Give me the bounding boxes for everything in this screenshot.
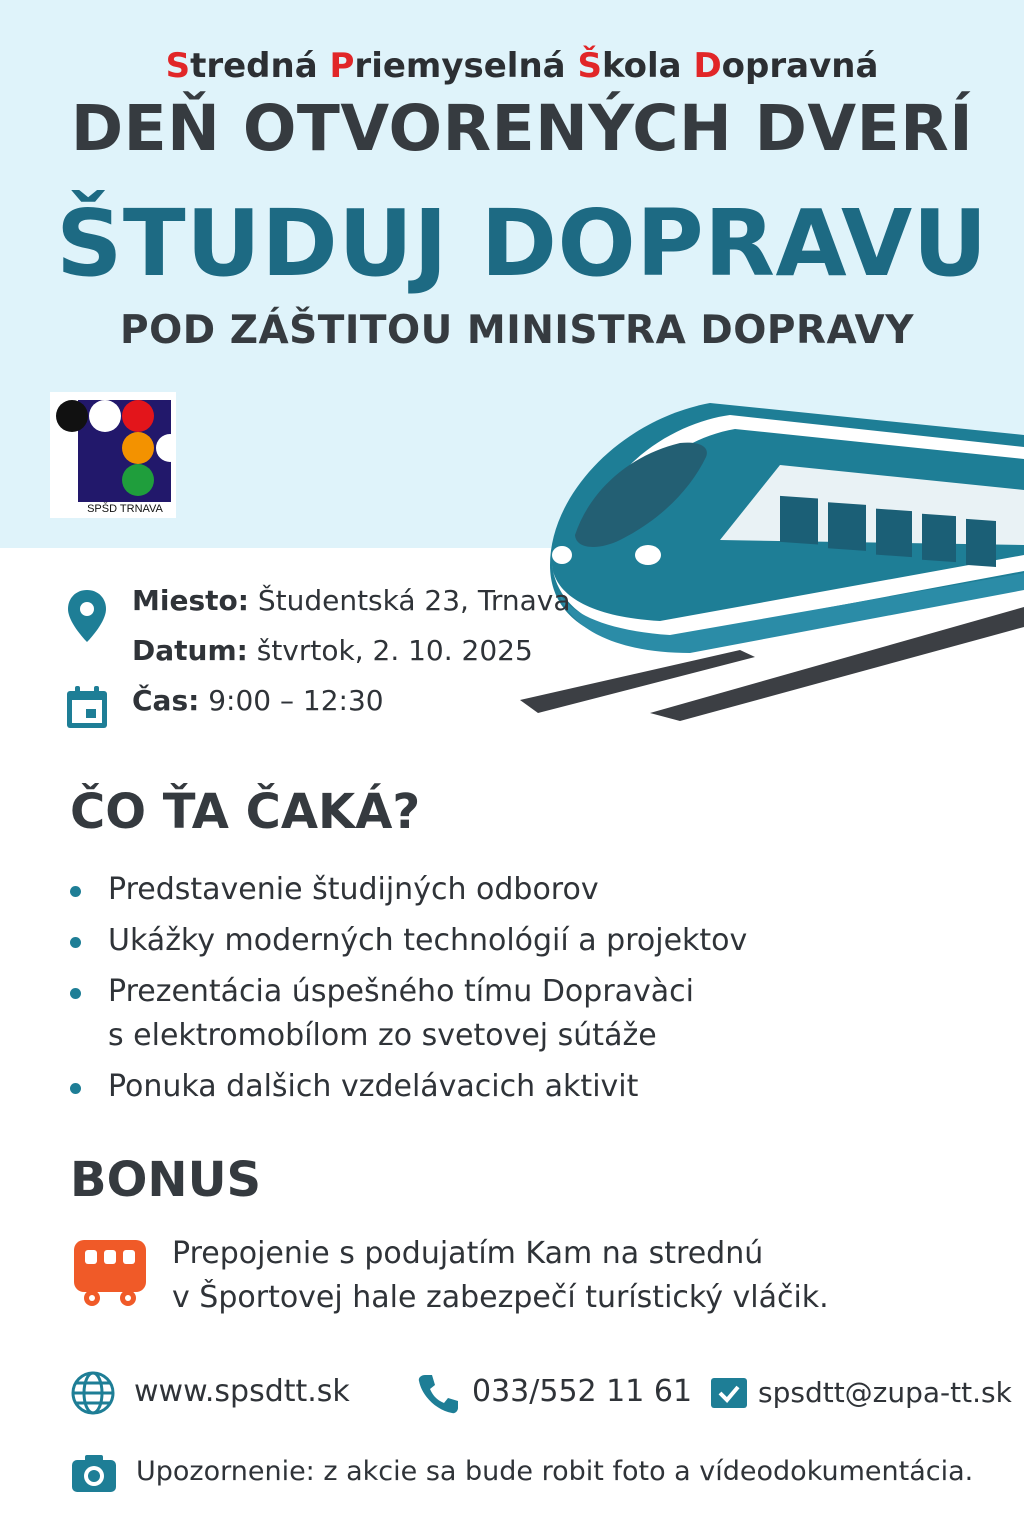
- list-item: Ukážky moderných technológií a projektov: [70, 919, 970, 963]
- bonus-text: [172, 1232, 992, 1320]
- bullet-dot-icon: [70, 886, 81, 897]
- high-speed-train-icon: [510, 395, 1024, 725]
- date-value: štvrtok, 2. 10. 2025: [247, 634, 533, 667]
- bullet-dot-icon: [70, 988, 81, 999]
- traffic-light-logo-icon: [50, 392, 176, 518]
- train-wagon-icon: [72, 1234, 148, 1310]
- time-row: [132, 684, 384, 717]
- phone-number[interactable]: 033/552 11 61: [472, 1374, 693, 1409]
- time-value: 9:00 – 12:30: [199, 684, 384, 717]
- date-label: Datum:: [132, 634, 248, 667]
- main-slogan: ŠTUDUJ DOPRAVU: [56, 190, 988, 297]
- bullet-dot-icon: [70, 937, 81, 948]
- bonus-line-2: v Športovej hale zabezpečí turístický vláčik.: [172, 1280, 829, 1315]
- website-link[interactable]: www.spsdtt.sk: [134, 1374, 350, 1409]
- train-illustration: [510, 395, 1024, 725]
- place-value: Študentská 23, Trnava: [248, 584, 571, 617]
- mail-check-icon: [710, 1376, 748, 1410]
- logo-caption: SPŠD TRNAVA: [87, 503, 163, 515]
- program-list: [70, 868, 970, 1116]
- map-pin-icon: [66, 588, 108, 644]
- patronage-subtitle: POD ZÁŠTITOU MINISTRA DOPRAVY: [120, 308, 914, 353]
- place-label: Miesto:: [132, 584, 249, 617]
- photo-notice: Upozornenie: z akcie sa bude robit foto a vídeodokumentácia.: [136, 1456, 974, 1487]
- bullet-dot-icon: [70, 1083, 81, 1094]
- what-awaits-heading: ČO ŤA ČAKÁ?: [70, 784, 421, 840]
- calendar-icon: [64, 684, 110, 730]
- event-title: DEŇ OTVORENÝCH DVERÍ: [70, 92, 974, 165]
- camera-icon: [70, 1452, 118, 1494]
- school-name: Stredná Priemyselná Škola Dopravná: [165, 46, 879, 86]
- email-link[interactable]: spsdtt@zupa-tt.sk: [758, 1376, 1012, 1409]
- phone-icon: [416, 1372, 460, 1416]
- list-item: Prezentácia úspešného tímu Dopravàci s elektromobílom zo svetovej sútáže: [70, 970, 970, 1058]
- globe-icon: [70, 1370, 116, 1416]
- list-item: Predstavenie študijných odborov: [70, 868, 970, 912]
- time-label: Čas:: [132, 684, 200, 717]
- place-row: [132, 584, 571, 617]
- list-item: Ponuka dalšich vzdelávacich aktivit: [70, 1065, 970, 1109]
- bonus-line-1: Prepojenie s podujatím Kam na strednú: [172, 1236, 764, 1271]
- school-logo: [50, 392, 176, 518]
- bonus-heading: BONUS: [70, 1152, 262, 1208]
- date-row: [132, 634, 533, 667]
